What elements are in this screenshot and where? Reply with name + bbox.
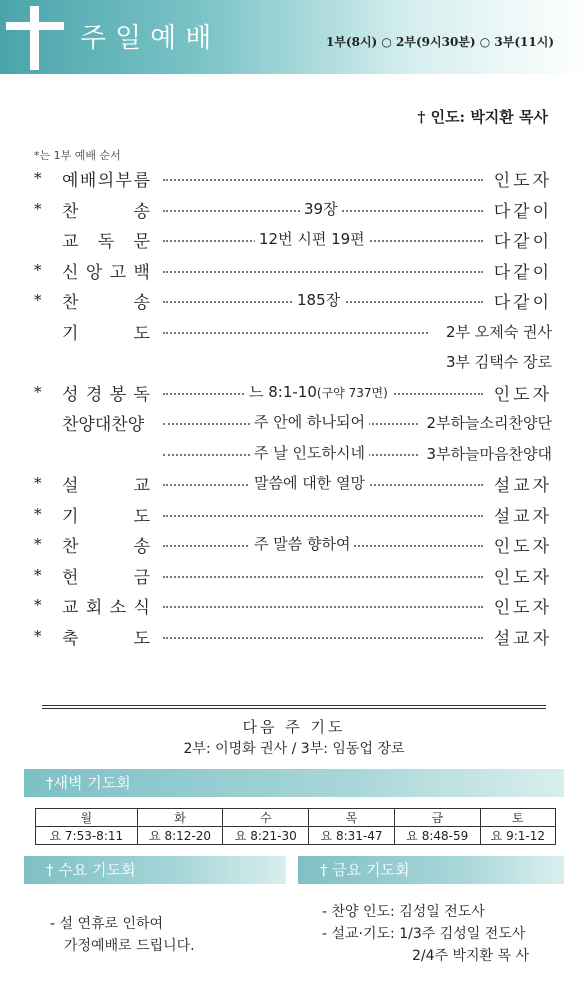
order-item-detail <box>255 228 369 249</box>
dot-leader <box>163 177 483 181</box>
order-item-detail-text: 12번 시편 19편 <box>259 230 365 248</box>
order-row <box>0 471 588 501</box>
order-item-detail <box>250 533 354 554</box>
wed-line-2: 가정예배로 드립니다. <box>64 938 195 954</box>
table-row <box>36 827 556 845</box>
schedule-day: 금 <box>394 809 480 827</box>
order-row <box>0 502 588 532</box>
next-prayer-names: 2부: 이명화 권사 / 3부: 임동업 장로 <box>183 741 405 757</box>
order-item-char: 교 <box>62 232 79 252</box>
order-item-char: 송 <box>133 537 150 557</box>
order-item-person: 설교자 <box>490 502 552 527</box>
divider <box>42 708 546 709</box>
order-item-name <box>62 532 150 557</box>
wed-prayer-title: † 수요 기도회 <box>46 861 136 879</box>
order-row <box>0 349 588 379</box>
order-item-person: 설교자 <box>490 624 552 649</box>
order-item-person: 인도자 <box>490 593 552 618</box>
order-item-detail-text: 느 8:1-10 <box>249 382 317 401</box>
next-prayer-title: 다음 주 기도 <box>242 718 346 736</box>
dot-leader <box>163 635 483 639</box>
order-item-name <box>62 227 150 252</box>
order-item-name <box>62 471 150 496</box>
order-star: * <box>34 169 42 187</box>
order-item-char: 문 <box>133 232 150 252</box>
schedule-passage: 요 8:21-30 <box>223 827 309 845</box>
order-item-char: 경 <box>85 384 103 405</box>
order-item-person: 인도자 <box>490 166 552 191</box>
order-item-name <box>62 593 150 618</box>
order-item-person: 인도자 <box>490 380 552 405</box>
order-item-char: 예 <box>62 171 79 191</box>
schedule-passage: 요 7:53-8:11 <box>36 827 138 845</box>
leader-line: † 인도: 박지환 목사 <box>417 108 548 126</box>
order-item-char: 교 <box>133 476 150 496</box>
order-item-detail-note: (구약 737면) <box>316 385 388 400</box>
order-row <box>0 563 588 593</box>
schedule-day: 수 <box>223 809 309 827</box>
order-item-char: 설 <box>62 476 79 496</box>
order-row <box>0 380 588 410</box>
order-row <box>0 288 588 318</box>
order-item-char: 축 <box>62 628 79 649</box>
fri-line-1: - 찬양 인도: 김성일 전도사 <box>322 904 485 920</box>
order-item-detail-text: 주 안에 하나되어 <box>254 413 365 431</box>
order-item-char: 송 <box>133 293 150 313</box>
order-item-char: 헌 <box>62 567 79 588</box>
order-item-char: 식 <box>133 598 150 618</box>
order-row <box>0 624 588 654</box>
order-star: * <box>34 626 42 645</box>
order-item-detail-text: 주 날 인도하시네 <box>254 443 365 462</box>
order-item-name <box>62 288 150 313</box>
wed-prayer-text <box>50 913 195 957</box>
order-star: * <box>34 504 42 523</box>
order-item-name <box>62 410 150 435</box>
order-row <box>0 532 588 562</box>
order-row <box>0 227 588 257</box>
order-item-name <box>62 197 150 222</box>
order-item-name <box>62 624 150 649</box>
order-item-name <box>62 166 150 191</box>
wed-prayer-header <box>24 856 286 884</box>
order-item-name <box>62 258 150 283</box>
dot-leader <box>163 574 483 578</box>
order-item-char: 독 <box>97 232 115 252</box>
order-star: * <box>34 474 42 492</box>
order-star: * <box>34 596 42 614</box>
order-item-detail <box>293 289 344 310</box>
dawn-prayer-header <box>24 769 564 797</box>
dawn-schedule-table <box>35 808 556 845</box>
order-item-name <box>62 319 150 344</box>
order-item-char: 소 <box>109 598 127 618</box>
order-item-person: 인도자 <box>490 532 552 557</box>
schedule-day: 토 <box>480 809 555 827</box>
divider <box>42 705 546 706</box>
order-item-name <box>62 502 150 527</box>
dot-leader <box>163 513 483 517</box>
fri-line-3: 2/4주 박지환 목 사 <box>412 948 530 964</box>
order-item-person: 다같이 <box>490 258 552 283</box>
header-banner <box>0 0 588 74</box>
service-times: 1부(8시) ○ 2부(9시30분) ○ 3부(11시) <box>325 35 554 49</box>
order-item-char: 찬 <box>62 537 79 557</box>
order-item-person: 3부하늘마음찬양대 <box>423 443 552 464</box>
order-item-detail <box>250 472 369 493</box>
order-item-person: 다같이 <box>490 227 552 252</box>
schedule-passage: 요 8:31-47 <box>309 827 395 845</box>
order-item-person: 설교자 <box>490 471 552 496</box>
order-item-char: 찬양대찬양 <box>62 415 145 435</box>
order-item-person: 2부 오제숙 권사 <box>442 321 552 342</box>
order-item-char: 름 <box>133 171 150 191</box>
fri-prayer-title: † 금요 기도회 <box>320 861 410 879</box>
order-row <box>0 441 588 471</box>
order-row <box>0 319 588 349</box>
cross-icon-bar <box>6 22 64 30</box>
order-item-char: 송 <box>133 201 150 222</box>
fri-prayer-header <box>298 856 564 884</box>
table-row <box>36 809 556 827</box>
order-row <box>0 593 588 623</box>
order-item-char: 배 <box>79 171 97 191</box>
schedule-passage: 요 8:12-20 <box>137 827 223 845</box>
fri-prayer-text <box>322 901 529 967</box>
order-item-person: 다같이 <box>490 197 552 222</box>
order-item-char: 봉 <box>109 384 127 405</box>
order-item-detail <box>245 381 392 402</box>
dot-leader <box>163 604 483 608</box>
dot-leader <box>163 330 428 334</box>
order-row <box>0 410 588 440</box>
fri-line-2: - 설교·기도: 1/3주 김성일 전도사 <box>322 926 526 942</box>
order-item-char: 앙 <box>85 262 103 283</box>
wed-line-1: - 설 연휴로 인하여 <box>50 916 164 932</box>
order-item-person: 3부 김택수 장로 <box>442 351 552 372</box>
order-item-detail-text: 39장 <box>304 199 338 218</box>
order-item-char: 교 <box>62 598 79 618</box>
order-star: * <box>34 382 42 401</box>
schedule-passage: 요 9:1-12 <box>480 827 555 845</box>
order-row <box>0 166 588 196</box>
order-item-char: 찬 <box>62 293 79 313</box>
order-item-char: 도 <box>133 506 150 527</box>
schedule-day: 월 <box>36 809 138 827</box>
dawn-prayer-title: †새벽 기도회 <box>46 774 131 792</box>
order-item-detail <box>250 442 369 463</box>
order-item-char: 백 <box>133 262 150 283</box>
order-item-char: 찬 <box>62 201 79 222</box>
order-item-detail <box>250 411 369 432</box>
order-item-char: 기 <box>62 323 79 344</box>
order-item-detail <box>300 198 342 219</box>
order-item-char: 금 <box>133 567 150 588</box>
order-item-detail-text: 주 말씀 향하여 <box>254 535 351 553</box>
order-item-person: 다같이 <box>490 288 552 313</box>
order-item-char: 신 <box>62 262 79 283</box>
order-item-char: 독 <box>133 384 150 405</box>
order-item-char: 부 <box>115 171 133 191</box>
order-item-name <box>62 563 150 588</box>
order-star: * <box>34 199 42 218</box>
order-star: * <box>34 535 42 553</box>
schedule-passage: 요 8:48-59 <box>394 827 480 845</box>
dot-leader <box>163 269 483 273</box>
order-item-char: 기 <box>62 506 79 527</box>
order-star: * <box>34 291 42 309</box>
schedule-day: 목 <box>309 809 395 827</box>
page-title: 주일예배 <box>80 23 221 54</box>
order-item-char: 성 <box>62 384 79 405</box>
order-item-detail-text: 185장 <box>297 291 341 309</box>
order-item-char: 도 <box>133 323 150 344</box>
cross-icon <box>30 6 39 70</box>
order-item-detail-text: 말씀에 대한 열망 <box>254 474 365 492</box>
order-item-char: 의 <box>97 171 115 191</box>
order-star: * <box>34 260 42 279</box>
order-note: *는 1부 예배 순서 <box>34 149 121 162</box>
order-item-person: 2부하늘소리찬양단 <box>423 412 552 433</box>
order-row <box>0 197 588 227</box>
order-item-char: 회 <box>85 598 103 618</box>
order-item-person: 인도자 <box>490 563 552 588</box>
order-item-char: 고 <box>109 262 127 283</box>
order-row <box>0 258 588 288</box>
order-item-char: 도 <box>133 628 150 649</box>
order-item-name <box>62 380 150 405</box>
schedule-day: 화 <box>137 809 223 827</box>
order-star: * <box>34 565 42 584</box>
